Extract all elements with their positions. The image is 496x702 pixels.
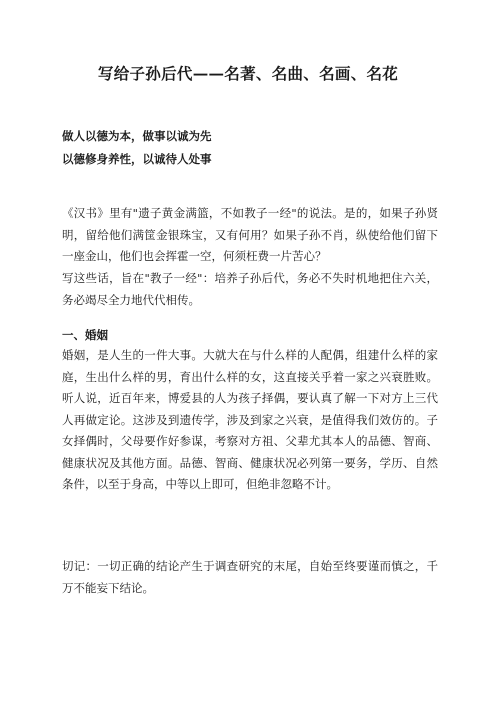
document-title: 写给子孙后代——名著、名曲、名画、名花 (97, 64, 399, 83)
motto-line-2: 以德修身养性，以诚待人处事 (62, 152, 212, 166)
section-heading-marriage: 一、婚姻 (62, 328, 108, 342)
section-paragraph-1: 婚姻，是人生的一件大事。大就大在与什么样的人配偶，组建什么样的家庭，生出什么样的男，育出什么样的女，这直接关乎着一家之兴衰胜败。听人说，近百年来，博爱县的人为孩子择偶，要认真了解一下对方上三代人再做定论。这涉及到遗传学，涉及到家之兴衰，是值得我们效仿的。子女择偶时，父母要作好参谋，考察对方祖、父辈尤其本人的品德、智商、健康状况及其他方面。品德、智商、健康状况必列第一要务，学历、自然条件，以至于身高，中等以上即可，但绝非忽略不计。 (62, 348, 438, 491)
section-paragraph-2: 切记：一切正确的结论产生于调查研究的末尾，自始至终要谨而慎之，千万不能妄下结论。 (62, 559, 438, 595)
intro-paragraph-2: 写这些话，旨在"教子一经"：培养子孙后代，务必不失时机地把住六关，务必竭尽全力地代代相传。 (62, 271, 438, 307)
motto-line-1: 做人以德为本，做事以诚为先 (62, 129, 212, 143)
intro-paragraph-1: 《汉书》里有"遗子黄金满篮，不如教子一经"的说法。是的，如果子孙贤明，留给他们满筐金银珠宝，又有何用？如果子孙不肖，纵使给他们留下一座金山，他们也会挥霍一空，何须枉费一片苦心？ (62, 206, 438, 263)
